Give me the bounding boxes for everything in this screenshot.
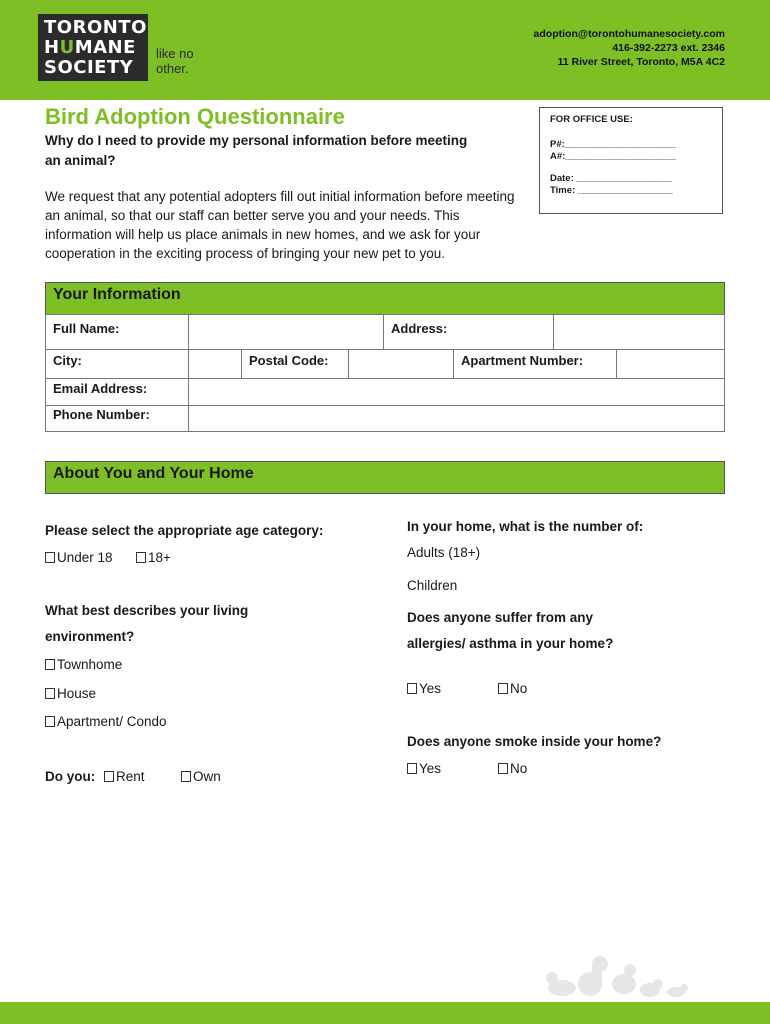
checkbox-icon[interactable] — [498, 763, 508, 774]
smoke-no-option[interactable]: No — [498, 761, 527, 776]
office-p-field[interactable]: P#:_____________________ — [550, 139, 676, 150]
tagline: like no other. — [156, 46, 194, 76]
intro-paragraph: We request that any potential adopters fill out initial information before meeting an animal, so that our staff can better serve you and your needs. This information will help us place animals in new homes, and we ask for your cooperation in the exciting process of bringing your new pet to you. — [45, 189, 515, 261]
contact-address: 11 River Street, Toronto, M5A 4C2 — [557, 56, 725, 68]
age-category-question: Please select the appropriate age category: — [45, 523, 324, 538]
checkbox-icon[interactable] — [45, 716, 55, 727]
allergy-question-line-2: allergies/ asthma in your home? — [407, 636, 614, 651]
townhome-option[interactable]: Townhome — [45, 657, 122, 672]
contact-info — [534, 27, 725, 69]
your-information-heading: Your Information — [45, 282, 725, 315]
toronto-humane-society-logo — [38, 14, 148, 81]
city-field[interactable] — [188, 349, 242, 379]
checkbox-icon[interactable] — [104, 771, 114, 782]
living-question-line-2: environment? — [45, 629, 135, 644]
checkbox-icon[interactable] — [498, 683, 508, 694]
own-option[interactable]: Own — [181, 769, 221, 784]
why-question: Why do I need to provide my personal information before meeting an animal? — [45, 133, 468, 168]
office-use-label: FOR OFFICE USE: — [550, 114, 633, 125]
animal-silhouettes-icon — [542, 948, 692, 1000]
phone-number-field[interactable] — [188, 405, 725, 432]
children-count-label: Children — [407, 578, 458, 593]
office-date-field[interactable]: Date: __________________ — [550, 173, 672, 184]
adults-count-label: Adults (18+) — [407, 545, 481, 560]
postal-code-label: Postal Code: — [241, 349, 349, 379]
smoke-question: Does anyone smoke inside your home? — [407, 734, 662, 749]
phone-number-label: Phone Number: — [45, 405, 189, 432]
address-label: Address: — [383, 314, 554, 350]
checkbox-icon[interactable] — [45, 659, 55, 670]
smoke-yes-option[interactable]: Yes — [407, 761, 441, 776]
do-you-label: Do you: — [45, 769, 96, 784]
allergy-no-option[interactable]: No — [498, 681, 527, 696]
checkbox-icon[interactable] — [45, 688, 55, 699]
checkbox-icon[interactable] — [407, 683, 417, 694]
office-a-field[interactable]: A#:_____________________ — [550, 151, 677, 162]
household-number-question: In your home, what is the number of: — [407, 519, 644, 534]
checkbox-icon[interactable] — [45, 552, 55, 563]
postal-code-field[interactable] — [348, 349, 454, 379]
city-label: City: — [45, 349, 189, 379]
footer-bar — [0, 1002, 770, 1024]
about-you-heading: About You and Your Home — [45, 461, 725, 494]
contact-email[interactable]: adoption@torontohumanesociety.com — [533, 28, 725, 40]
address-field[interactable] — [553, 314, 725, 350]
apartment-number-label: Apartment Number: — [453, 349, 617, 379]
living-question-line-1: What best describes your living — [45, 603, 249, 618]
apartment-condo-option[interactable]: Apartment/ Condo — [45, 714, 167, 729]
page-title: Bird Adoption Questionnaire — [45, 104, 345, 129]
house-option[interactable]: House — [45, 686, 96, 701]
email-address-label: Email Address: — [45, 378, 189, 406]
age-under-18-option[interactable]: Under 18 — [45, 550, 113, 565]
email-address-field[interactable] — [188, 378, 725, 406]
full-name-field[interactable] — [188, 314, 384, 350]
allergy-question-line-1: Does anyone suffer from any — [407, 610, 594, 625]
full-name-label: Full Name: — [45, 314, 189, 350]
age-18-plus-option[interactable]: 18+ — [136, 550, 171, 565]
contact-phone: 416-392-2273 ext. 2346 — [612, 42, 725, 54]
allergy-yes-option[interactable]: Yes — [407, 681, 441, 696]
apartment-number-field[interactable] — [616, 349, 725, 379]
logo-line-1: TORONTO — [44, 16, 147, 38]
logo-line-3: SOCIETY — [44, 56, 134, 78]
checkbox-icon[interactable] — [181, 771, 191, 782]
checkbox-icon[interactable] — [136, 552, 146, 563]
office-time-field[interactable]: Time: __________________ — [550, 185, 673, 196]
checkbox-icon[interactable] — [407, 763, 417, 774]
logo-line-2: HUMANE — [44, 36, 136, 58]
rent-option[interactable]: Rent — [104, 769, 145, 784]
